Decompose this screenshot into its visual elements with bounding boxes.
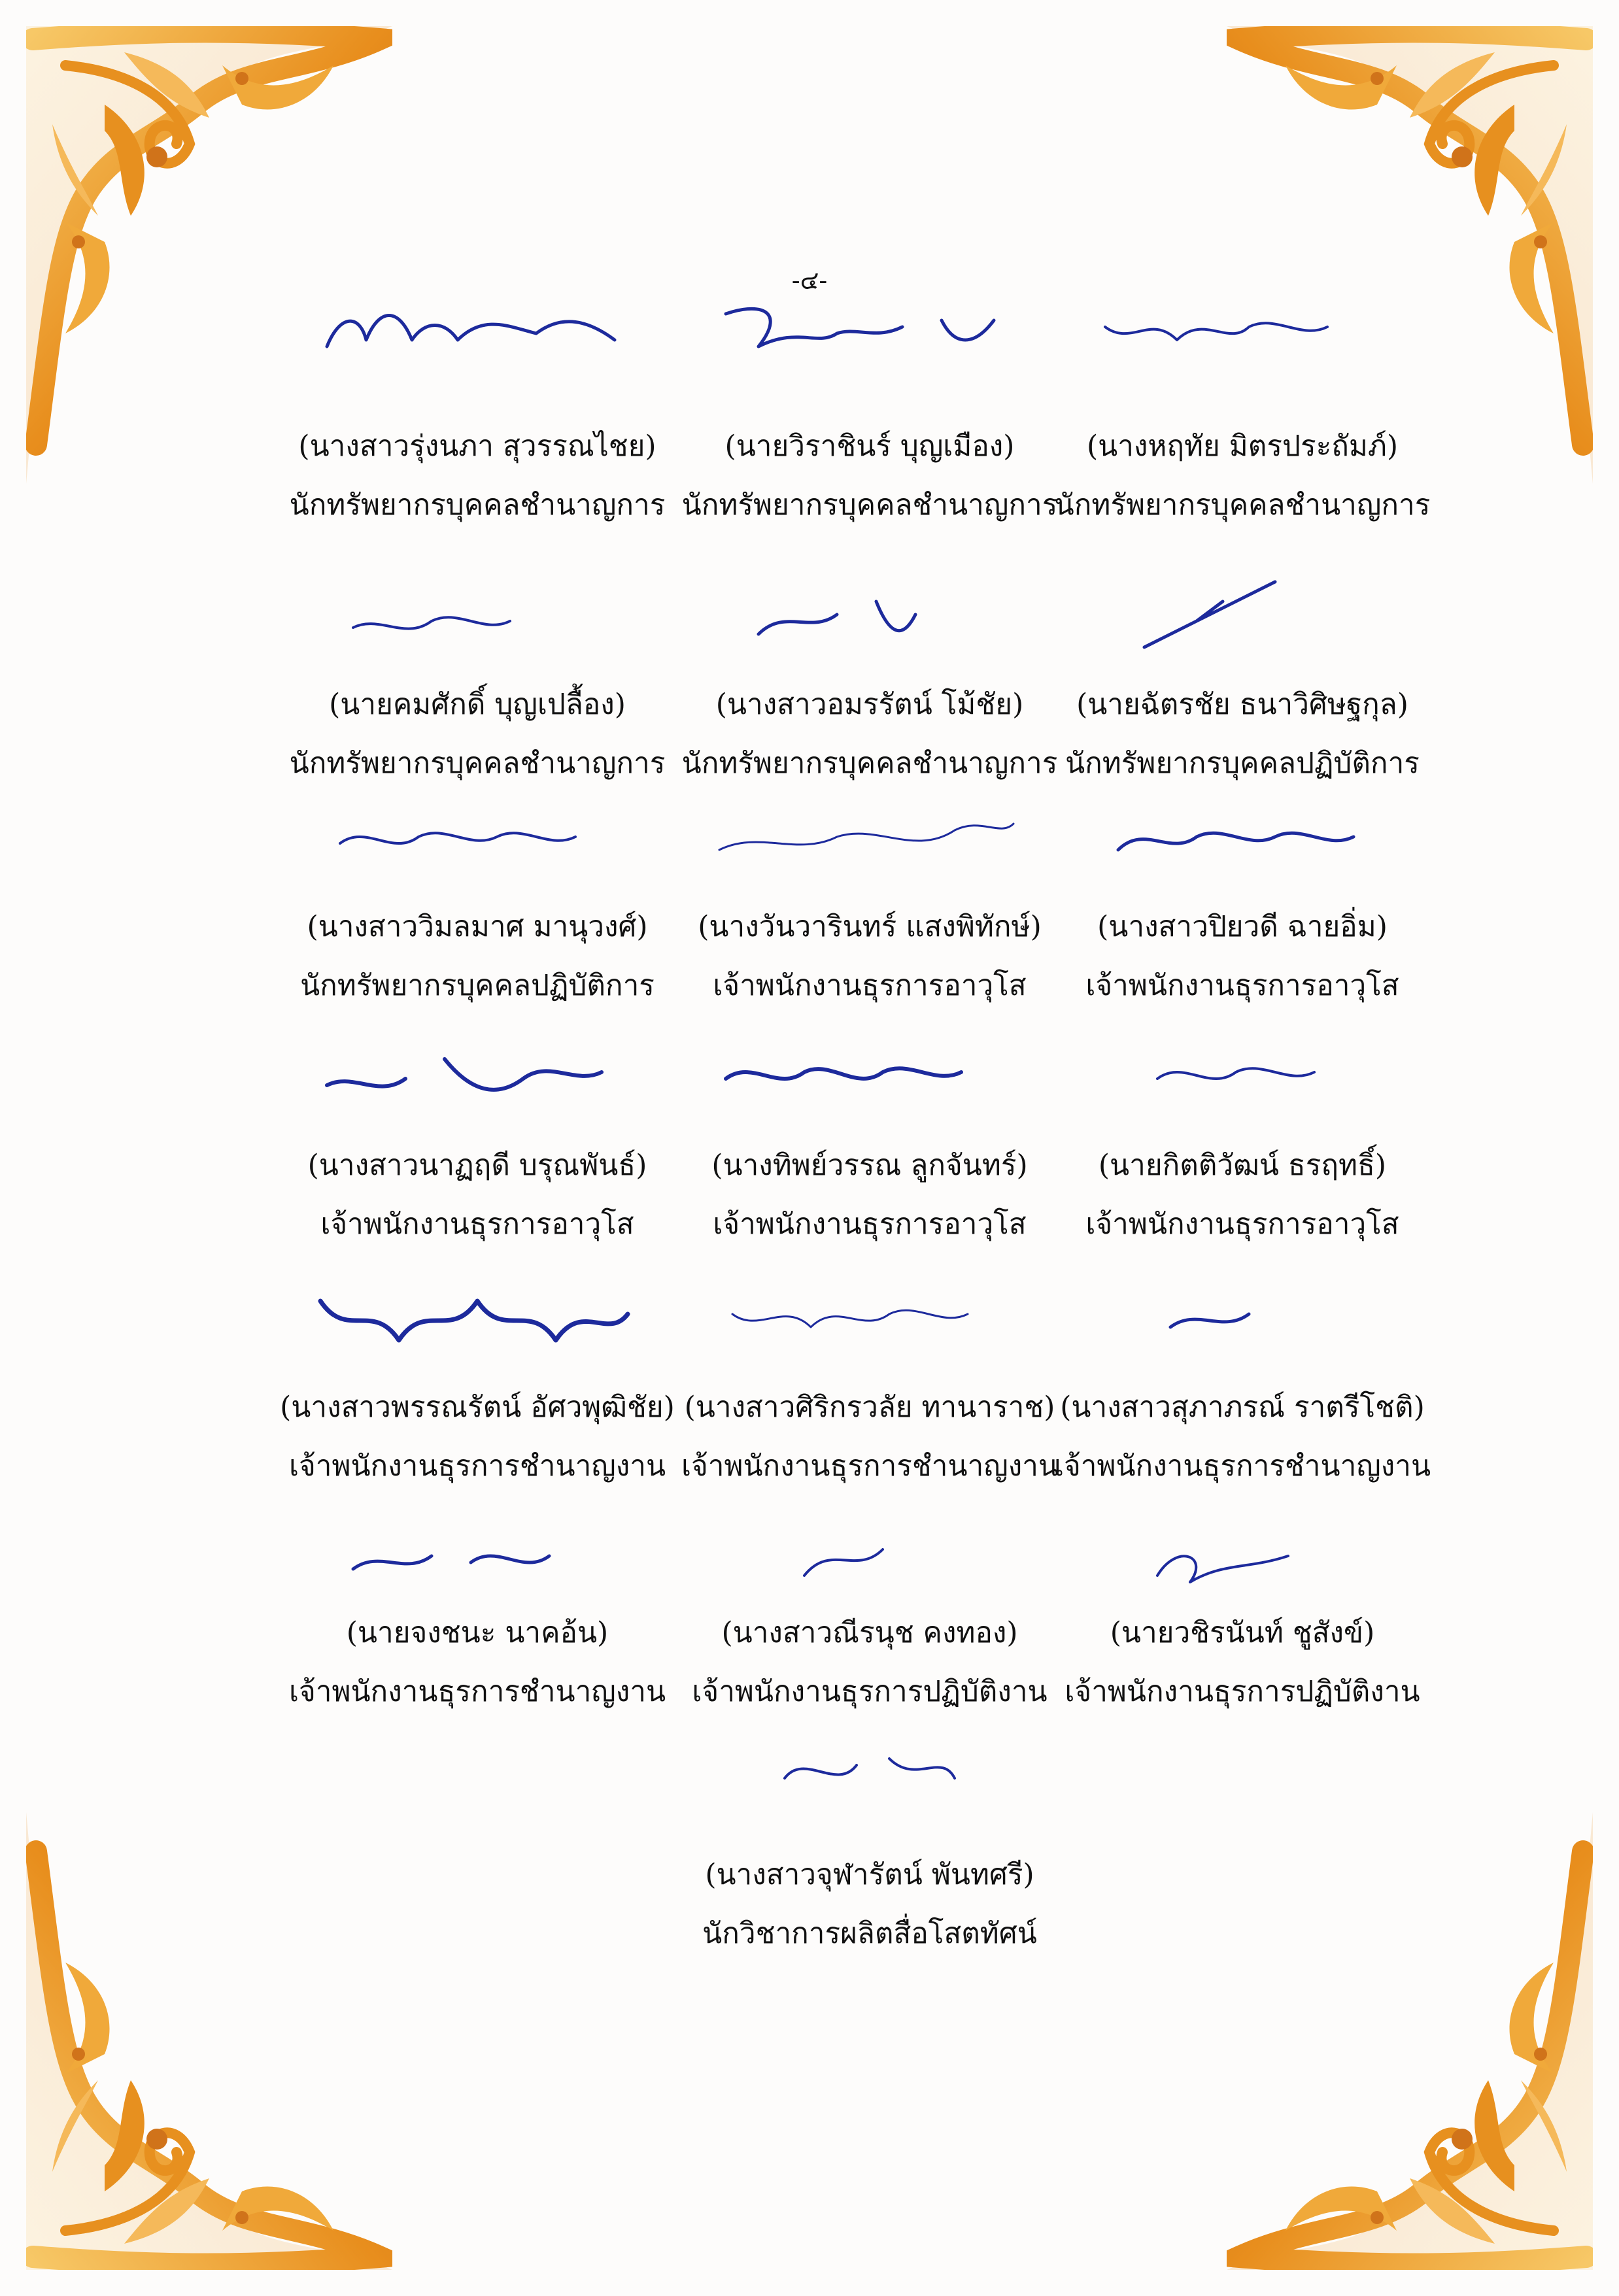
signature-block [268,1517,687,1710]
handwritten-signature [1079,1517,1406,1602]
signatory-position: นักทรัพยากรบุคคลชำนาญการ [289,747,666,780]
signatory-position: เจ้าพนักงานธุรการปฏิบัติงาน [692,1675,1048,1708]
signatory-name: (นางสาวรุ่งนภา สุวรรณไชย) [298,430,656,463]
handwritten-signature [314,798,641,883]
signature-block [1033,575,1452,782]
signatory-position: เจ้าพนักงานธุรการชำนาญงาน [288,1449,666,1483]
handwritten-signature [1079,575,1406,660]
signature-block [268,575,687,782]
signatory-position: เจ้าพนักงานธุรการชำนาญงาน [681,1449,1059,1483]
signature-block [1033,1517,1452,1710]
signatory-name: (นางสาวสุภาภรณ์ ราตรีโชติ) [1060,1391,1425,1424]
signatory-position: เจ้าพนักงานธุรการอาวุโส [1085,1207,1399,1241]
signatory-position: เจ้าพนักงานธุรการชำนาญงาน [288,1675,666,1708]
signatory-name: (นางหฤทัย มิตรประถัมภ์) [1086,430,1399,463]
signatory-name: (นางสาวนาฏฤดี บรุณพันธ์) [307,1149,647,1182]
handwritten-signature [314,575,641,660]
signatory-position: เจ้าพนักงานธุรการอาวุโส [713,969,1027,1002]
signature-block [660,798,1079,1004]
handwritten-signature [706,798,1033,883]
handwritten-signature [706,575,1033,660]
signature-block [268,288,687,524]
signatory-name: (นายคมศักดิ์ บุญเปลื้อง) [329,688,626,721]
signatory-position: เจ้าพนักงานธุรการปฏิบัติงาน [1065,1675,1420,1708]
signature-block [268,798,687,1004]
signatory-position: นักทรัพยากรบุคคลปฏิบัติการ [1065,747,1420,780]
signatory-name: (นางสาวจุฬารัตน์ พันทศรี) [705,1858,1034,1891]
signatory-name: (นางสาวณีรนุช คงทอง) [721,1616,1018,1649]
signatory-position: เจ้าพนักงานธุรการอาวุโส [320,1207,634,1241]
signatory-position: นักทรัพยากรบุคคลปฏิบัติการ [300,969,655,1002]
signatory-position: นักทรัพยากรบุคคลชำนาญการ [681,488,1058,522]
signatory-name: (นางสาวปิยวดี ฉายอิ่ม) [1097,910,1388,943]
signatory-name: (นายจงชนะ นาคอ้น) [346,1616,609,1649]
signatory-position: เจ้าพนักงานธุรการอาวุโส [1085,969,1399,1002]
signature-block [1033,798,1452,1004]
signatory-name: (นางสาวอมรรัตน์ โม้ชัย) [715,688,1024,721]
handwritten-signature [706,1517,1033,1602]
signatory-position: นักทรัพยากรบุคคลชำนาญการ [1054,488,1431,522]
handwritten-signature [706,1726,1033,1811]
signatory-name: (นางสาววิมลมาศ มานุวงศ์) [307,910,648,943]
signatory-name: (นายวชิรนันท์ ชูสังข์) [1110,1616,1375,1649]
handwritten-signature [314,1275,641,1360]
signature-block [268,1033,687,1243]
signatory-name: (นางวันวารินทร์ แสงพิทักษ์) [698,910,1042,943]
handwritten-signature [1079,1033,1406,1118]
signatory-name: (นายฉัตรชัย ธนาวิศิษฐกุล) [1076,688,1408,721]
handwritten-signature [706,1033,1033,1118]
signature-block [660,1517,1079,1710]
handwritten-signature [706,288,1033,373]
signatory-name: (นายกิตติวัฒน์ ธรฤทธิ์) [1098,1149,1387,1182]
signature-block [660,1033,1079,1243]
signatory-position: นักวิชาการผลิตสื่อโสตทัศน์ [702,1917,1037,1950]
signature-block [660,1726,1079,1952]
signature-block [268,1275,687,1485]
page-number: -๔- [791,266,828,295]
signatory-position: เจ้าพนักงานธุรการชำนาญงาน [1053,1449,1431,1483]
signature-block [1033,288,1452,524]
signature-block [660,575,1079,782]
handwritten-signature [1079,798,1406,883]
signature-block [660,1275,1079,1485]
signature-block [1033,1275,1452,1485]
signatory-name: (นางสาวศิริกรวลัย ทานาราช) [684,1391,1055,1424]
signatory-position: นักทรัพยากรบุคคลชำนาญการ [289,488,666,522]
corner-ornament [26,1812,392,2270]
signature-block [660,288,1079,524]
signatory-position: เจ้าพนักงานธุรการอาวุโส [713,1207,1027,1241]
signatory-name: (นายวิราชินร์ บุญเมือง) [724,430,1015,463]
signatory-position: นักทรัพยากรบุคคลชำนาญการ [681,747,1058,780]
handwritten-signature [314,1517,641,1602]
corner-ornament [1227,1812,1593,2270]
signatory-name: (นางสาวพรรณรัตน์ อัศวพุฒิชัย) [280,1391,675,1424]
handwritten-signature [314,1033,641,1118]
signature-block [1033,1033,1452,1243]
signatory-name: (นางทิพย์วรรณ ลูกจันทร์) [711,1149,1028,1182]
handwritten-signature [314,288,641,373]
handwritten-signature [1079,288,1406,373]
handwritten-signature [706,1275,1033,1360]
handwritten-signature [1079,1275,1406,1360]
